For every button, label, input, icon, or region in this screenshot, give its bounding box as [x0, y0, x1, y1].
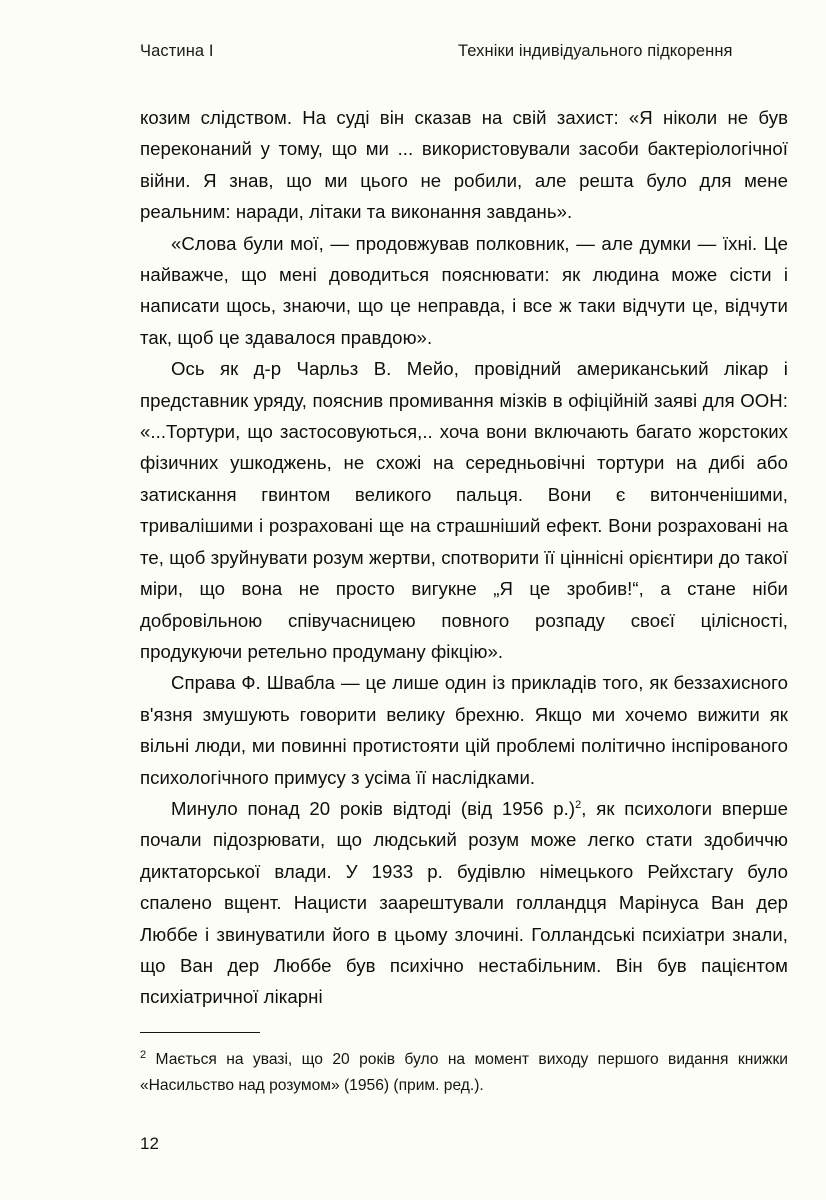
paragraph-5-text-before: Минуло понад 20 років відтоді (від 1956 р.) [171, 797, 576, 819]
footnote-divider [140, 1032, 260, 1033]
paragraph-4: Справа Ф. Швабла — це лише один із прикладів того, як беззахисного в'язня змушують говорити велику брехню. Якщо ми хочемо вижити як вільні люди, ми повинні протистояти цій проблемі політично інспірованого психологічного примусу з усіма її наслідками. [140, 672, 788, 788]
running-head [140, 42, 766, 61]
footnote-text: Мається на увазі, що 20 років було на момент виходу першого видання книжки «Насильство над розумом» (1956) (прим. ред.). [140, 1051, 788, 1094]
footnote-area [140, 1032, 788, 1099]
footnote-reference-marker: 2 [575, 798, 582, 811]
paragraph-1: козим слідством. На суді він сказав на свій захист: «Я ніколи не був переконаний у тому, що ми ... використовували засоби бактеріологічної війни. Я знав, що ми цього не робили, але решта було для мене реальним: наради, літаки та виконання завдань». [140, 107, 788, 223]
paragraph-2: «Слова були мої, — продовжував полковник, — але думки — їхні. Це найважче, що мені доводиться пояснювати: як людина може сісти і написати щось, знаючи, що це неправда, і все ж таки відчути це, відчути так, щоб це здавалося правдою». [140, 232, 788, 348]
paragraph-3: Ось як д-р Чарльз В. Мейо, провідний американський лікар і представник уряду, пояснив промивання мізків в офіційній заяві для ООН: «...Тортури, що застосовуються,.. хоча вони включають багато жорстоких фізичних ушкоджень, не схожі на середньовічні тортури на дибі або затискання гвинтом великого пальця. Вони є витонченішими, тривалішими і розраховані ще на страшніший ефект. Вони розраховані на те, щоб зруйнувати розум жертви, спотворити її ціннісні орієнтири до такої міри, що вона не просто вигукне „Я це зробив!“, а стане ніби добровільною співучасницею повного розпаду своєї цілісності, продукуючи ретельно продуману фікцію». [140, 358, 788, 662]
body-text-column [140, 102, 788, 1013]
paragraph-5 [140, 793, 788, 1013]
footnote-marker: 2 [140, 1048, 147, 1061]
running-head-part: Частина I [140, 42, 214, 60]
page-number: 12 [140, 1134, 159, 1153]
paragraph-5-text-after: , як психологи вперше почали підозрювати, що людський розум може легко стати здобиччю диктаторської влади. У 1933 р. будівлю німецького Рейхстагу було спалено вщент. Нацисти заарештували голландця Марінуса Ван дер Люббе і звинуватили його в цьому злочині. Голландські психіатри знали, що Ван дер Люббе був психічно нестабільним. Він був пацієнтом психіатричної лікарні [140, 797, 788, 1008]
footnote-entry [140, 1047, 788, 1099]
running-head-chapter: Техніки індивідуального підкорення [458, 42, 733, 60]
